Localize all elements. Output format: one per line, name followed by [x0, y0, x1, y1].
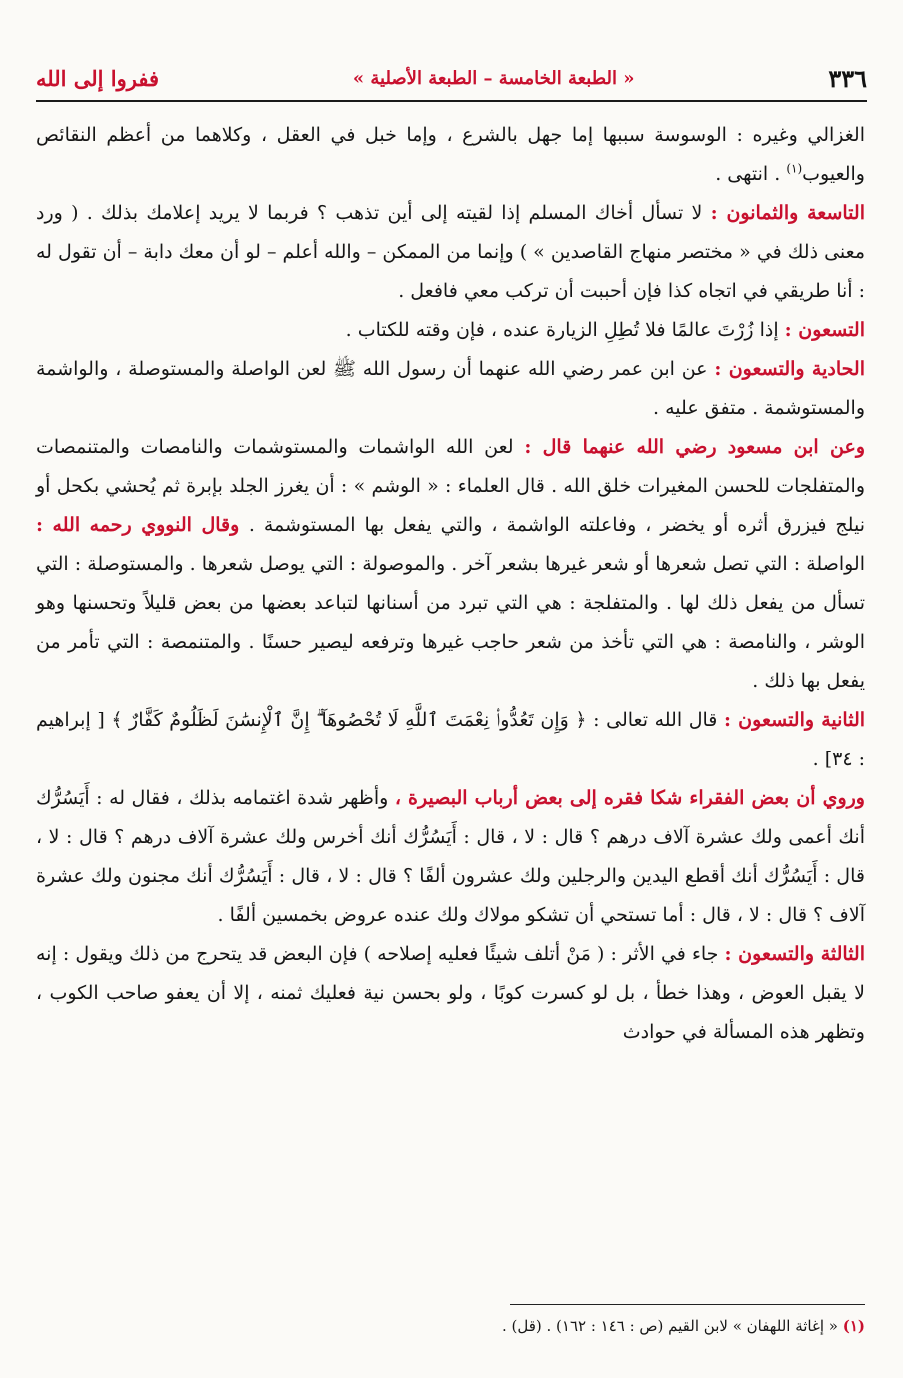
page-header [36, 56, 867, 102]
paragraph-text: وأظهر شدة اغتمامه بذلك ، فقال له : أَيَسُرُّك أنك أعمى ولك عشرة آلاف درهم ؟ قال : لا ، قال : أَيَسُرُّك أنك أخرس ولك عشرة آلاف درهم ؟ قال : لا ، قال : أَيَسُرُّك أنك أقطع اليدين والرجلين ولك عشرون ألفًا ؟ قال : لا ، قال : أَيَسُرُّك أنك مجنون ولك عشرة آلاف ؟ قال : لا ، قال : أما تستحي أن تشكو مولاك ولك عنده عروض بخمسين ألفًا . [36, 787, 865, 926]
paragraph-90 [36, 311, 865, 350]
footnote-marker: (١) [842, 1317, 865, 1335]
footnote [36, 1314, 865, 1338]
paragraph-text: عن ابن عمر رضي الله عنهما أن رسول الله ﷺ لعن الواصلة والمستوصلة ، والواشمة والمستوشمة . متفق عليه . [36, 358, 865, 419]
paragraph-89 [36, 194, 865, 311]
paragraph-text: إذا زُرْتَ عالمًا فلا تُطِلِ الزيارة عنده ، فإن وقته للكتاب . [345, 319, 785, 341]
paragraph-text: لا تسأل أخاك المسلم إذا لقيته إلى أين تذهب ؟ فربما لا يريد إعلامك بذلك . ( ورد معنى ذلك في « مختصر منهاج القاصدين » ) وإنما من الممكن – والله أعلم – لو أن معك دابة – أن تقول له : أنا طريقي في اتجاه كذا فإن أحببت أن تركب معي فافعل . [36, 202, 865, 302]
paragraph-text: جاء في الأثر : ( مَنْ أتلف شيئًا فعليه إصلاحه ) فإن البعض قد يتحرج من ذلك ويقول : إنه لا يقبل العوض ، وهذا خطأ ، بل لو كسرت كوبًا ، ولو بحسن نية فعليك ثمنه ، إلا أن يعفو صاحب الكوب ، وتظهر هذه المسألة في حوادث [36, 943, 865, 1043]
paragraph-91 [36, 350, 865, 428]
footnote-text: « إغاثة اللهفان » لابن القيم (ص : ١٤٦ : ١٦٢) . (قل) . [501, 1317, 843, 1335]
paragraph-poor-man [36, 779, 865, 935]
paragraph-92 [36, 701, 865, 779]
section-heading: الحادية والتسعون : [714, 358, 865, 380]
paragraph-text: الغزالي وغيره : الوسوسة سببها إما جهل بالشرع ، وإما خبل في العقل ، وكلاهما من أعظم النقائص والعيوب [36, 124, 865, 185]
running-header-edition: « الطبعة الخامسة – الطبعة الأصلية » [352, 67, 635, 89]
paragraph-text: لعن الله الواشمات والمستوشمات والنامصات والمتنمصات والمتفلجات للحسن المغيرات خلق الله . قال العلماء : « الوشم » : أن يغرز الجلد بإبرة ثم يُحشي بكحل أو نيلج فيزرق أثره أو يخضر ، وفاعلته الواشمة ، والتي يفعل بها المستوشمة . [36, 436, 865, 536]
page-number: ٣٣٦ [828, 63, 867, 93]
section-heading: وروي أن بعض الفقراء شكا فقره إلى بعض أرباب البصيرة ، [394, 787, 865, 809]
footnote-separator [510, 1304, 865, 1305]
page-body [36, 116, 865, 1052]
section-heading: وعن ابن مسعود رضي الله عنهما قال : [524, 436, 865, 458]
section-heading: التسعون : [784, 319, 865, 341]
section-heading: الثالثة والتسعون : [724, 943, 866, 965]
footnote-ref: (١) [786, 161, 803, 176]
paragraph-text: . انتهى . [715, 163, 787, 185]
running-header-title: ففروا إلى الله [36, 65, 160, 91]
section-heading: وقال النووي رحمه الله : [36, 514, 249, 536]
paragraph-93 [36, 935, 865, 1052]
paragraph-text: قال الله تعالى : ﴿ وَإِن تَعُدُّوا۟ نِعْمَتَ ٱللَّهِ لَا تُحْصُوهَآ ۗ إِنَّ ٱلْإِنسَٰنَ لَظَلُومٌ كَفَّارٌ ﴾ [ إبراهيم : ٣٤] . [36, 709, 865, 770]
section-heading: التاسعة والثمانون : [710, 202, 865, 224]
section-heading: الثانية والتسعون : [724, 709, 866, 731]
paragraph-text: الواصلة : التي تصل شعرها أو شعر غيرها بشعر آخر . والموصولة : التي يوصل شعرها . والمستوصلة : التي تسأل من يفعل ذلك لها . والمتفلجة : هي التي تبرد من أسنانها لتباعد بعضها من بعض قليلاً وتحسنها وهو الوشر ، والنامصة : هي التي تأخذ من شعر حاجب غيرها وترفعه ليصير حسنًا . والمتنمصة : التي تأمر من يفعل بها ذلك . [36, 553, 865, 692]
paragraph-ibn-masud [36, 428, 865, 701]
paragraph-intro [36, 116, 865, 194]
